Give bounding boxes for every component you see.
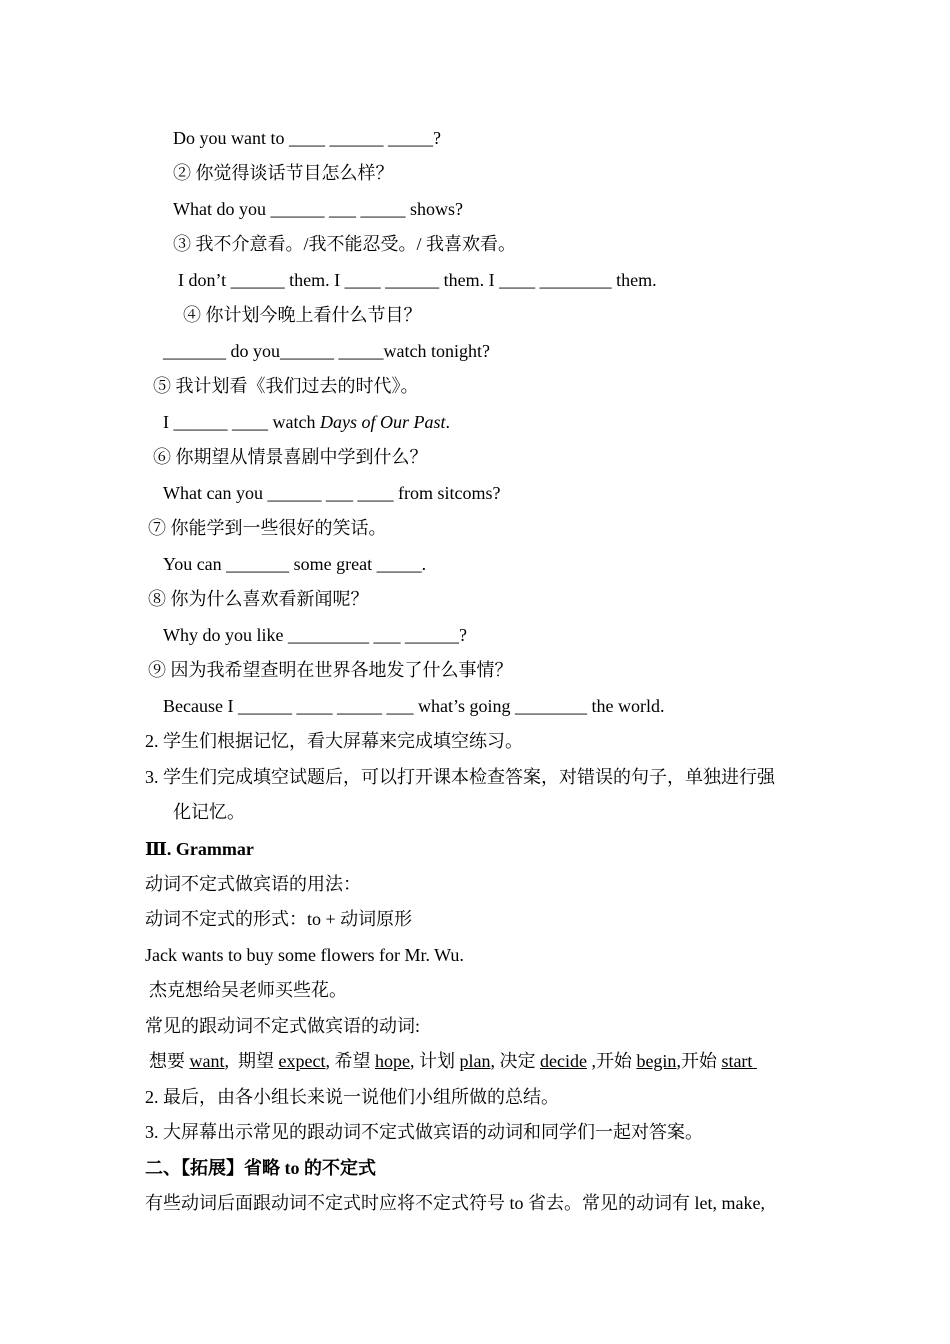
summary-step-2: 2. 最后，由各小组长来说一说他们小组所做的总结。 [145, 1087, 559, 1107]
dialogue-line-6: ④ 你计划今晚上看什么节目？ [183, 305, 422, 325]
common-verbs-list [149, 1050, 757, 1072]
verb-sep: , [224, 1051, 238, 1071]
grammar-heading: Ⅲ. Grammar [145, 839, 254, 859]
dialogue-line-11: What can you ______ ___ ____ from sitcoms? [163, 483, 501, 503]
dialogue-line-16: ⑨ 因为我希望查明在世界各地发了什么事情？ [148, 660, 513, 680]
verb-begin-zh: 开始 [595, 1051, 637, 1071]
grammar-example-zh: 杰克想给吴老师买些花。 [149, 980, 347, 1000]
verb-want: want [189, 1051, 225, 1071]
verb-want-zh: 想要 [149, 1051, 190, 1071]
grammar-form: 动词不定式的形式：to + 动词原形 [145, 909, 413, 929]
verb-sep: , [325, 1051, 335, 1071]
verb-decide: decide [539, 1051, 587, 1071]
grammar-usage: 动词不定式做宾语的用法： [145, 874, 361, 894]
verb-plan-zh: 计划 [418, 1051, 460, 1071]
dialogue-line-12: ⑦ 你能学到一些很好的笑话。 [148, 518, 387, 538]
summary-step-3: 3. 大屏幕出示常见的跟动词不定式做宾语的动词和同学们一起对答案。 [145, 1122, 703, 1142]
dialogue-line-4: ③ 我不介意看。/我不能忍受。/ 我喜欢看。 [173, 234, 517, 254]
dialogue-line-7: _______ do you______ _____watch tonight? [163, 341, 490, 361]
dialogue-line-17: Because I ______ ____ _____ ___ what’s going ________ the world. [163, 696, 665, 716]
dialogue-line-1: Do you want to ____ ______ _____? [173, 128, 441, 148]
verb-sep: , [676, 1051, 681, 1071]
common-verbs-intro: 常见的跟动词不定式做宾语的动词: [145, 1016, 420, 1036]
dialogue-line-8: ⑤ 我计划看《我们过去的时代》。 [153, 376, 419, 396]
dialogue-line-15: Why do you like _________ ___ ______? [163, 625, 467, 645]
dialogue-line-2: ② 你觉得谈话节目怎么样？ [173, 163, 394, 183]
verb-expect: expect [278, 1051, 326, 1071]
step-3: 3. 学生们完成填空试题后，可以打开课本检查答案，对错误的句子，单独进行强 [145, 767, 775, 787]
program-title: Days of Our Past [319, 412, 446, 432]
dialogue-line-3: What do you ______ ___ _____ shows? [173, 199, 463, 219]
verb-begin: begin [636, 1051, 677, 1071]
verb-hope: hope [374, 1051, 410, 1071]
verb-decide-zh: 决定 [499, 1051, 540, 1071]
dialogue-line-10: ⑥ 你期望从情景喜剧中学到什么？ [153, 447, 428, 467]
dialogue-line-9-post: . [445, 412, 450, 432]
verb-sep: , [490, 1051, 500, 1071]
step-2: 2. 学生们根据记忆，看大屏幕来完成填空练习。 [145, 731, 523, 751]
step-3-continued: 化记忆。 [173, 802, 245, 822]
dialogue-line-9-pre: I ______ ____ watch [163, 412, 320, 432]
verb-hope-zh: 希望 [334, 1051, 375, 1071]
verb-start: start [721, 1051, 757, 1071]
dialogue-line-14: ⑧ 你为什么喜欢看新闻呢？ [148, 589, 369, 609]
extension-text: 有些动词后面跟动词不定式时应将不定式符号 to 省去。常见的动词有 let, make, [145, 1193, 765, 1213]
dialogue-line-13: You can _______ some great _____. [163, 554, 427, 574]
verb-sep: , [409, 1051, 419, 1071]
grammar-example-en: Jack wants to buy some flowers for Mr. Wu. [145, 945, 464, 965]
dialogue-line-9 [163, 411, 450, 433]
verb-sep: , [586, 1051, 596, 1071]
verb-plan: plan [459, 1051, 491, 1071]
extension-heading: 二、【拓展】省略 to 的不定式 [145, 1158, 376, 1178]
verb-start-zh: 开始 [680, 1051, 722, 1071]
verb-expect-zh: 期望 [238, 1051, 279, 1071]
dialogue-line-5: I don’t ______ them. I ____ ______ them. I ____ ________ them. [178, 270, 657, 290]
